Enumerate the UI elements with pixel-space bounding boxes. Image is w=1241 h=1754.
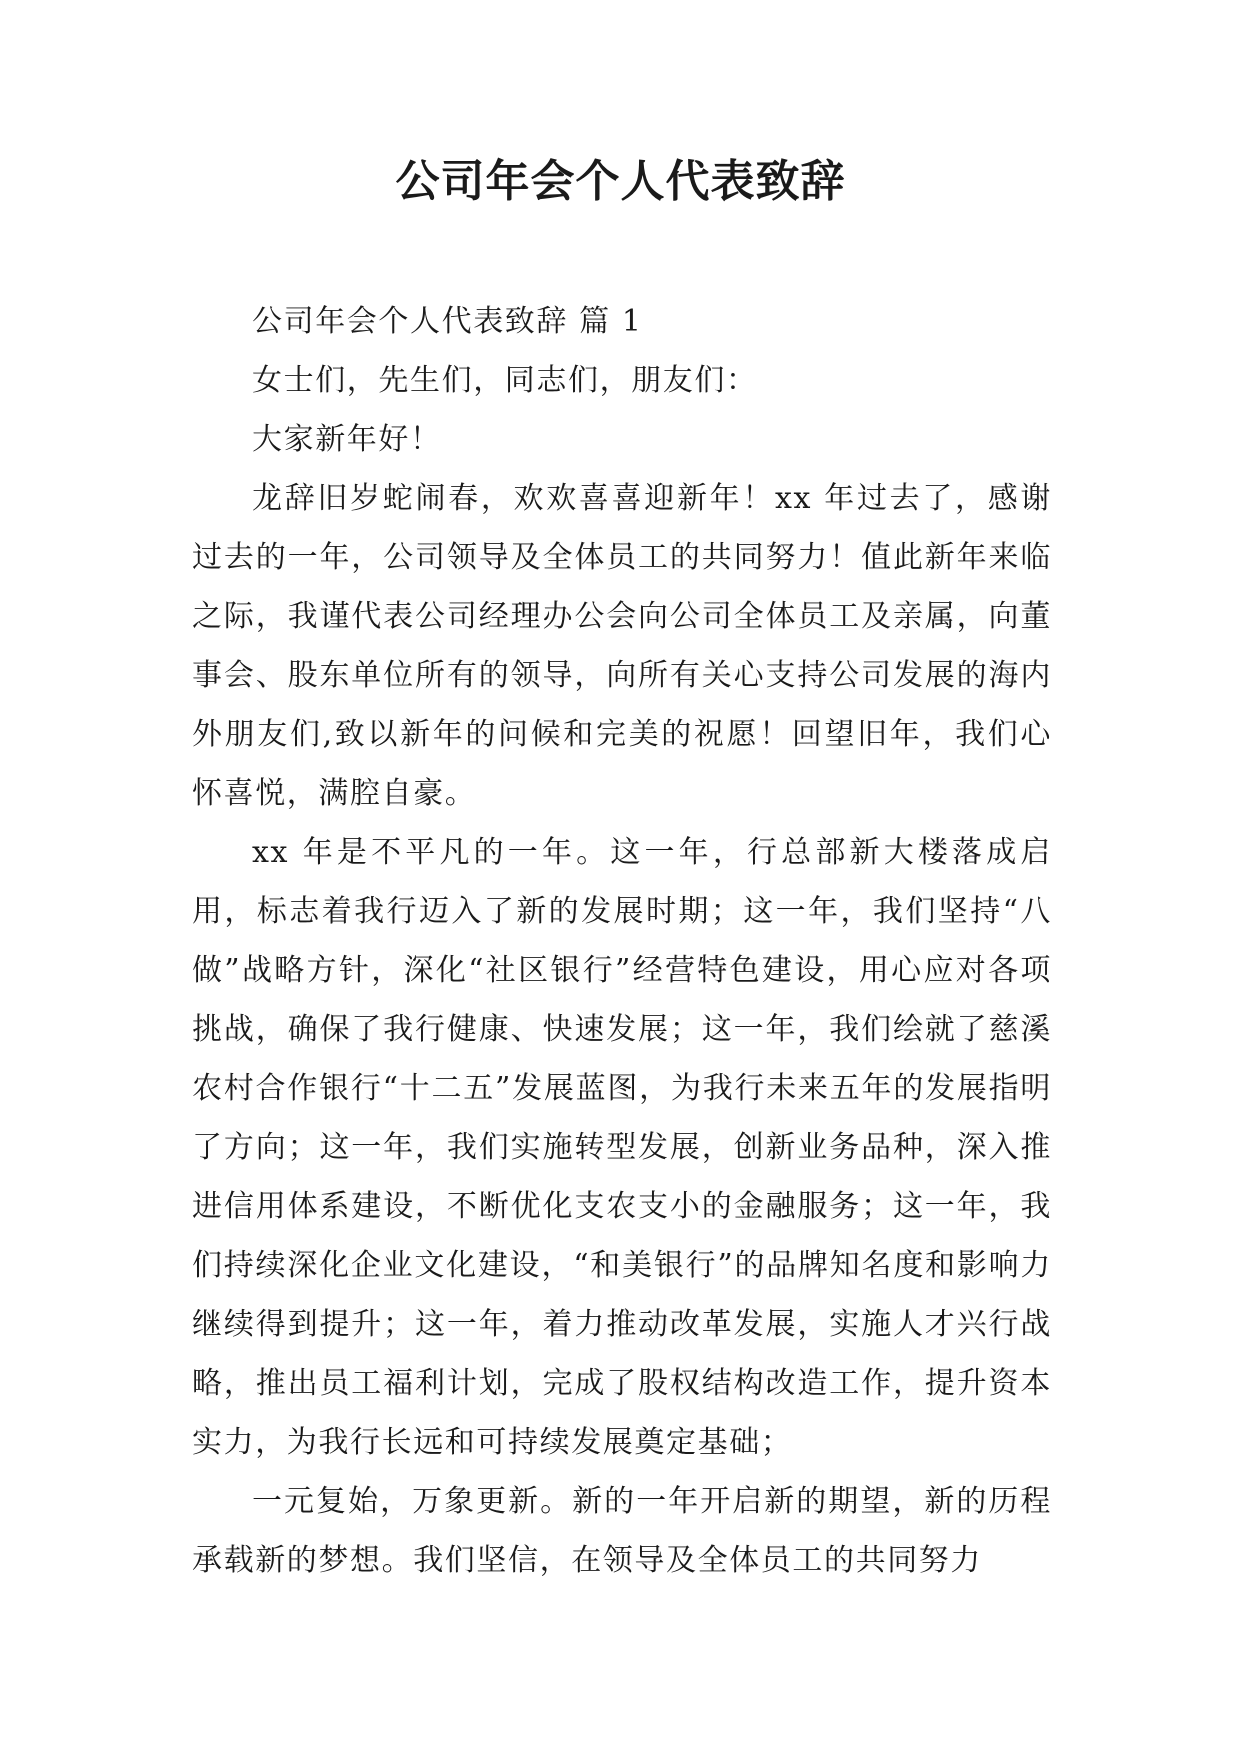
salutation: 女士们，先生们，同志们，朋友们： (252, 363, 758, 398)
paragraph: xx 年是不平凡的一年。这一年，行总部新大楼落成启用，标志着我行迈入了新的发展时期；这一年，我们坚持“八做”战略方针，深化“社区银行”经营特色建设，用心应对各项挑战，确保了我行健康、快速发展；这一年，我们绘就了慈溪农村合作银行“十二五”发展蓝图，为我行未来五年的发展指明了方向；这一年，我们实施转型发展，创新业务品种，深入推进信用体系建设，不断优化支农支小的金融服务；这一年，我们持续深化企业文化建设，“和美银行”的品牌知名度和影响力继续得到提升；这一年，着力推动改革发展，实施人才兴行战略，推出员工福利计划，完成了股权结构改造工作，提升资本实力，为我行长远和可持续发展奠定基础； (192, 835, 1052, 1460)
section-heading: 公司年会个人代表致辞 篇 1 (252, 304, 643, 339)
paragraph: 龙辞旧岁蛇闹春，欢欢喜喜迎新年！xx 年过去了，感谢过去的一年，公司领导及全体员工的共同努力！值此新年来临之际，我谨代表公司经理办公会向公司全体员工及亲属，向董事会、股东单位所有的领导，向所有关心支持公司发展的海内外朋友们,致以新年的问候和完美的祝愿！回望旧年，我们心怀喜悦，满腔自豪。 (192, 481, 1052, 811)
document-title: 公司年会个人代表致辞 (395, 156, 846, 207)
paragraph: 一元复始，万象更新。新的一年开启新的期望，新的历程承载新的梦想。我们坚信，在领导及全体员工的共同努力 (192, 1484, 1052, 1578)
document-body (192, 292, 1052, 1590)
greeting: 大家新年好！ (252, 422, 442, 457)
